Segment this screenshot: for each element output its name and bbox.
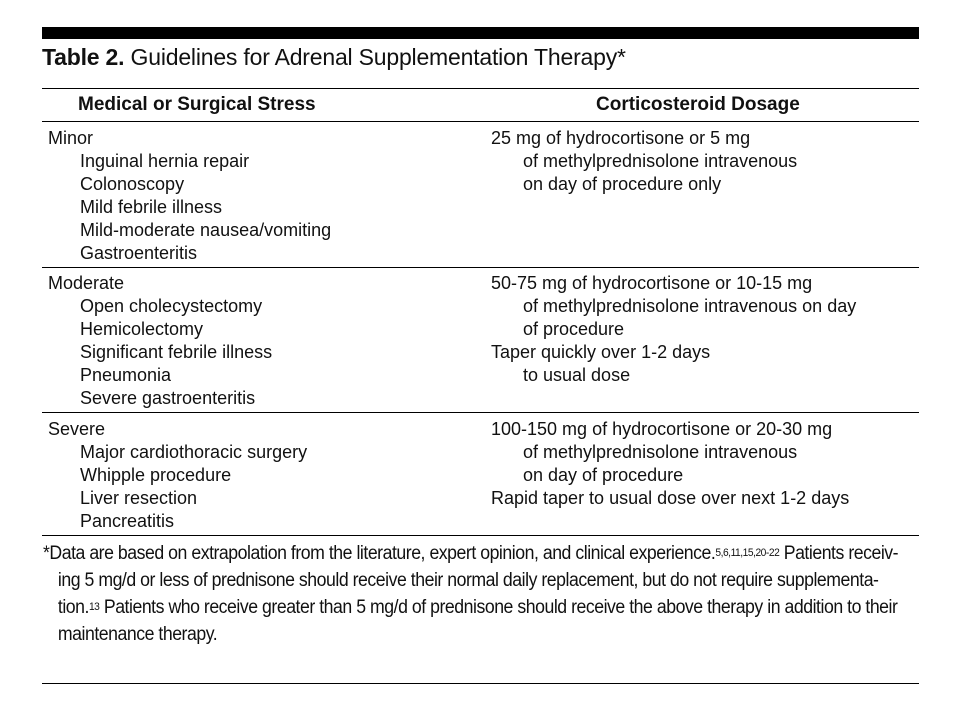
procedure-item: Mild-moderate nausea/vomiting [80,220,332,240]
dosage-line: Taper quickly over 1-2 days [491,342,711,362]
dosage-line: of methylprednisolone intravenous on day [523,296,857,316]
procedure-item: Whipple procedure [80,465,232,485]
dosage-line: of procedure [523,319,625,339]
procedure-item: Gastroenteritis [80,243,198,263]
header-top-rule [42,88,919,89]
table-title [42,44,626,71]
row-severe-stress-cell [48,418,307,533]
row-severe-dosage-cell [491,418,849,510]
row-minor-dosage-cell [491,127,797,196]
dosage-line: 50-75 mg of hydrocortisone or 10-15 mg [491,273,813,293]
footnote-text: tion. [57,597,89,618]
row-minor-stress-cell [48,127,331,265]
procedure-item: Inguinal hernia repair [80,151,250,171]
footnote-reference: 5,6,11,15,20-22 [715,547,780,559]
footnote-text: Patients receiv- [779,543,899,564]
row-divider [42,412,919,413]
column-header-dosage: Corticosteroid Dosage [596,94,800,115]
procedure-item: Mild febrile illness [80,197,223,217]
row-category-label: Severe [48,419,106,439]
dosage-line: on day of procedure only [523,174,722,194]
procedure-item: Hemicolectomy [80,319,204,339]
footnote-line: ing 5 mg/d or less of prednisone should receive their normal daily replacement, but do not require supplementa- [57,570,879,591]
dosage-line: on day of procedure [523,465,684,485]
dosage-line: of methylprednisolone intravenous [523,151,798,171]
procedure-item: Pneumonia [80,365,172,385]
footnote-line [43,594,898,621]
table-title-text: Guidelines for Adrenal Supplementation Therapy* [130,44,626,70]
footnote-text: *Data are based on extrapolation from the literature, expert opinion, and clinical experience. [43,543,716,564]
row-moderate-dosage-cell [491,272,856,387]
header-bottom-rule [42,121,919,122]
procedure-item: Liver resection [80,488,198,508]
dosage-line: 25 mg of hydrocortisone or 5 mg [491,128,751,148]
footnote-text: Patients who receive greater than 5 mg/d of prednisone should receive the above therapy in addition to their [99,597,898,618]
dosage-line: to usual dose [523,365,631,385]
table-bottom-rule [42,535,919,536]
footnote-line: maintenance therapy. [57,624,218,645]
dosage-line: of methylprednisolone intravenous [523,442,798,462]
row-category-label: Minor [48,128,94,148]
page-bottom-rule [42,683,919,684]
procedure-item: Pancreatitis [80,511,175,531]
top-black-bar [42,27,919,39]
dosage-line: Rapid taper to usual dose over next 1-2 days [491,488,850,508]
table-footnote [43,540,899,648]
procedure-item: Major cardiothoracic surgery [80,442,308,462]
dosage-line: 100-150 mg of hydrocortisone or 20-30 mg [491,419,833,439]
row-divider [42,267,919,268]
footnote-line [43,540,899,567]
table-title-label: Table 2. [42,44,125,70]
row-category-label: Moderate [48,273,125,293]
row-moderate-stress-cell [48,272,272,410]
procedure-item: Significant febrile illness [80,342,273,362]
procedure-item: Colonoscopy [80,174,185,194]
procedure-item: Open cholecystectomy [80,296,263,316]
footnote-reference: 13 [88,601,100,613]
column-header-stress: Medical or Surgical Stress [78,94,316,115]
procedure-item: Severe gastroenteritis [80,388,256,408]
